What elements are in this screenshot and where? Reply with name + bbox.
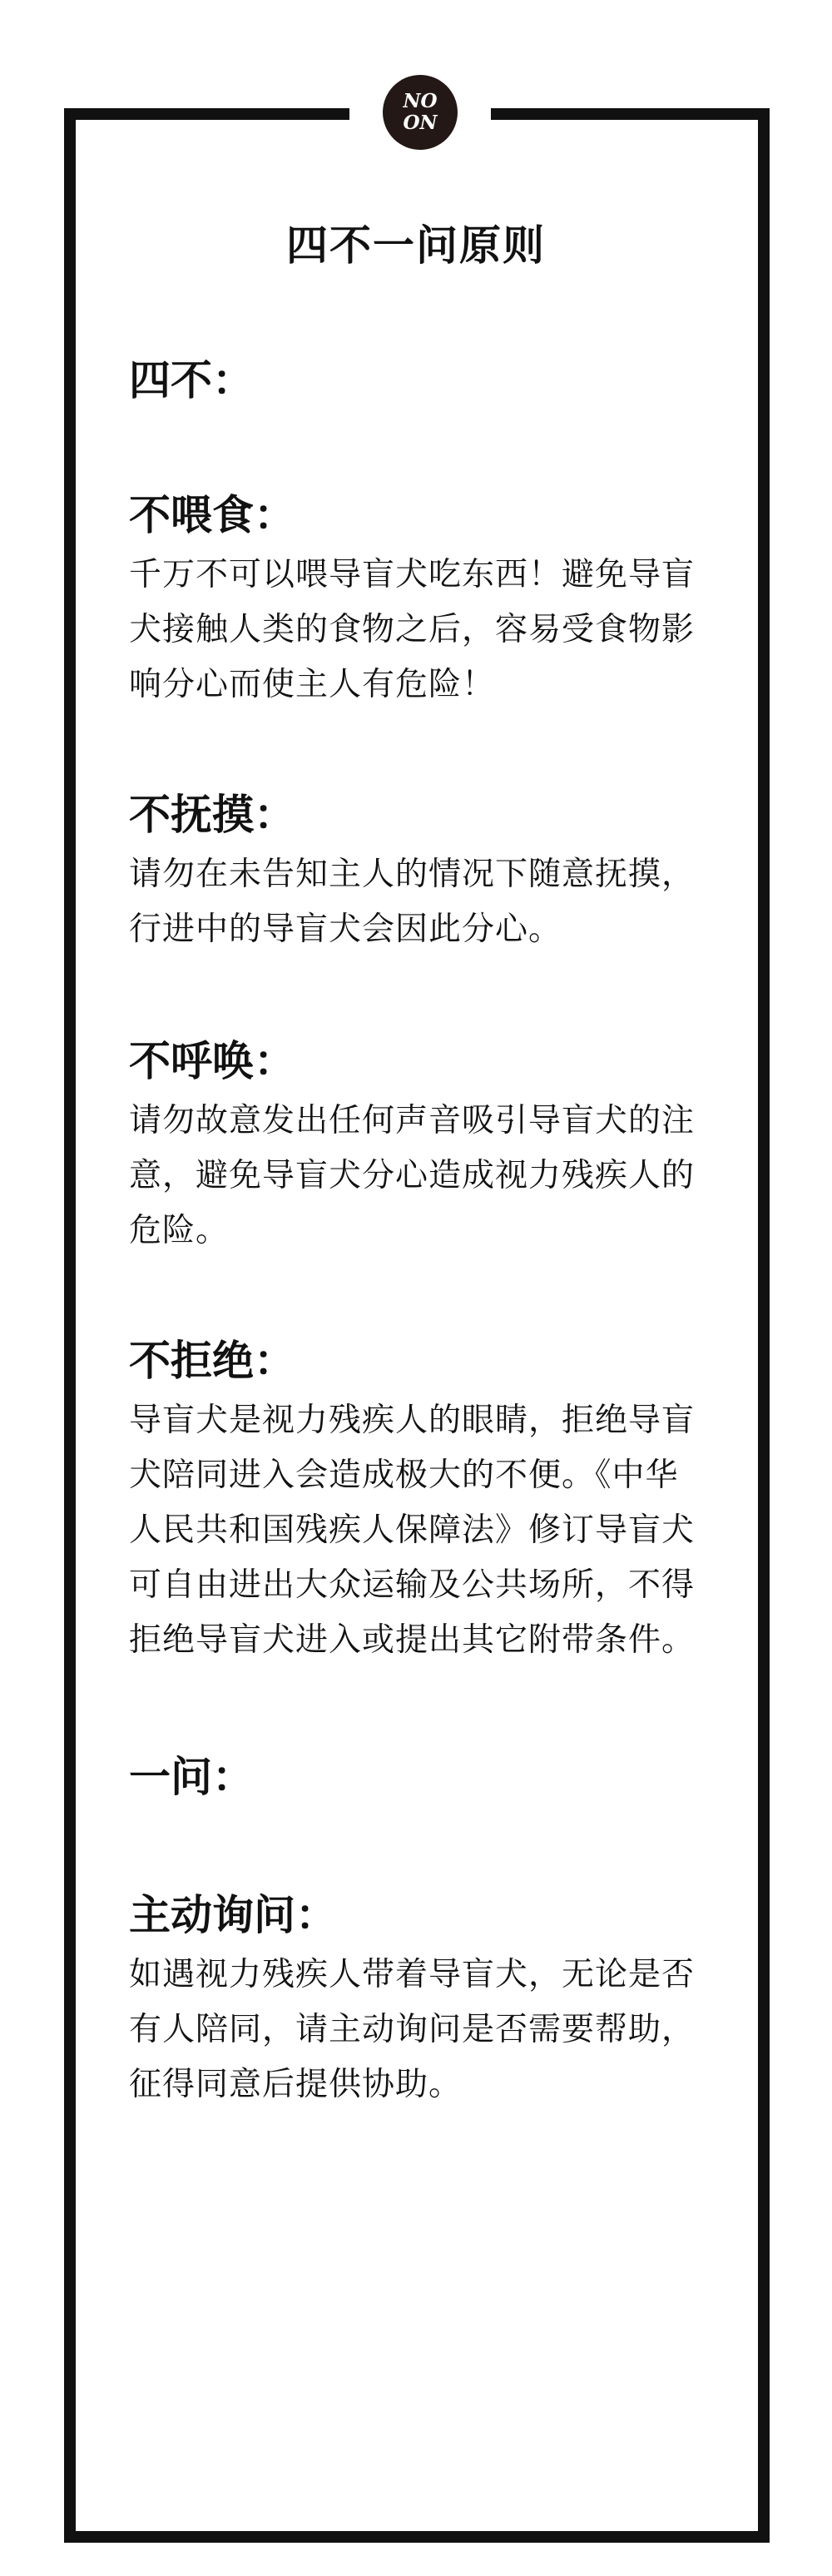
rule-text: 请勿故意发出任何声音吸引导盲犬的注意，避免导盲犬分心造成视力残疾人的危险。 xyxy=(129,1102,696,1249)
rule-heading: 不抚摸： xyxy=(129,791,295,839)
rule-no-calling xyxy=(129,1032,728,1258)
main-content xyxy=(129,200,728,2112)
rule-heading: 不拒绝： xyxy=(129,1337,295,1385)
section-four-no-label: 四不： xyxy=(129,356,254,405)
rule-no-refusing xyxy=(129,1332,728,1668)
rule-heading: 主动询问： xyxy=(129,1891,337,1939)
page-title: 四不一问原则 xyxy=(286,221,546,270)
no-on-logo xyxy=(383,75,458,150)
rule-text: 导盲犬是视力残疾人的眼睛，拒绝导盲犬陪同进入会造成极大的不便。《中华人民共和国残疾人保障法》修订导盲犬可自由进出大众运输及公共场所，不得拒绝导盲犬进入或提出其它附带条件。 xyxy=(129,1402,696,1659)
rule-text: 千万不可以喂导盲犬吃东西！避免导盲犬接触人类的食物之后，容易受食物影响分心而使主人有危险！ xyxy=(129,556,696,703)
rule-text: 如遇视力残疾人带着导盲犬，无论是否有人陪同，请主动询问是否需要帮助，征得同意后提供协助。 xyxy=(129,1956,696,2103)
rule-no-touching xyxy=(129,786,728,957)
logo-line-2: ON xyxy=(403,112,438,134)
rule-no-feeding xyxy=(129,486,728,712)
rule-heading: 不喂食： xyxy=(129,491,295,539)
logo-line-1: NO xyxy=(403,90,438,112)
rule-heading: 不呼唤： xyxy=(129,1037,295,1085)
rule-text: 请勿在未告知主人的情况下随意抚摸，行进中的导盲犬会因此分心。 xyxy=(129,856,696,948)
section-one-ask-label: 一问： xyxy=(129,1753,254,1801)
rule-ask-actively xyxy=(129,1886,728,2112)
